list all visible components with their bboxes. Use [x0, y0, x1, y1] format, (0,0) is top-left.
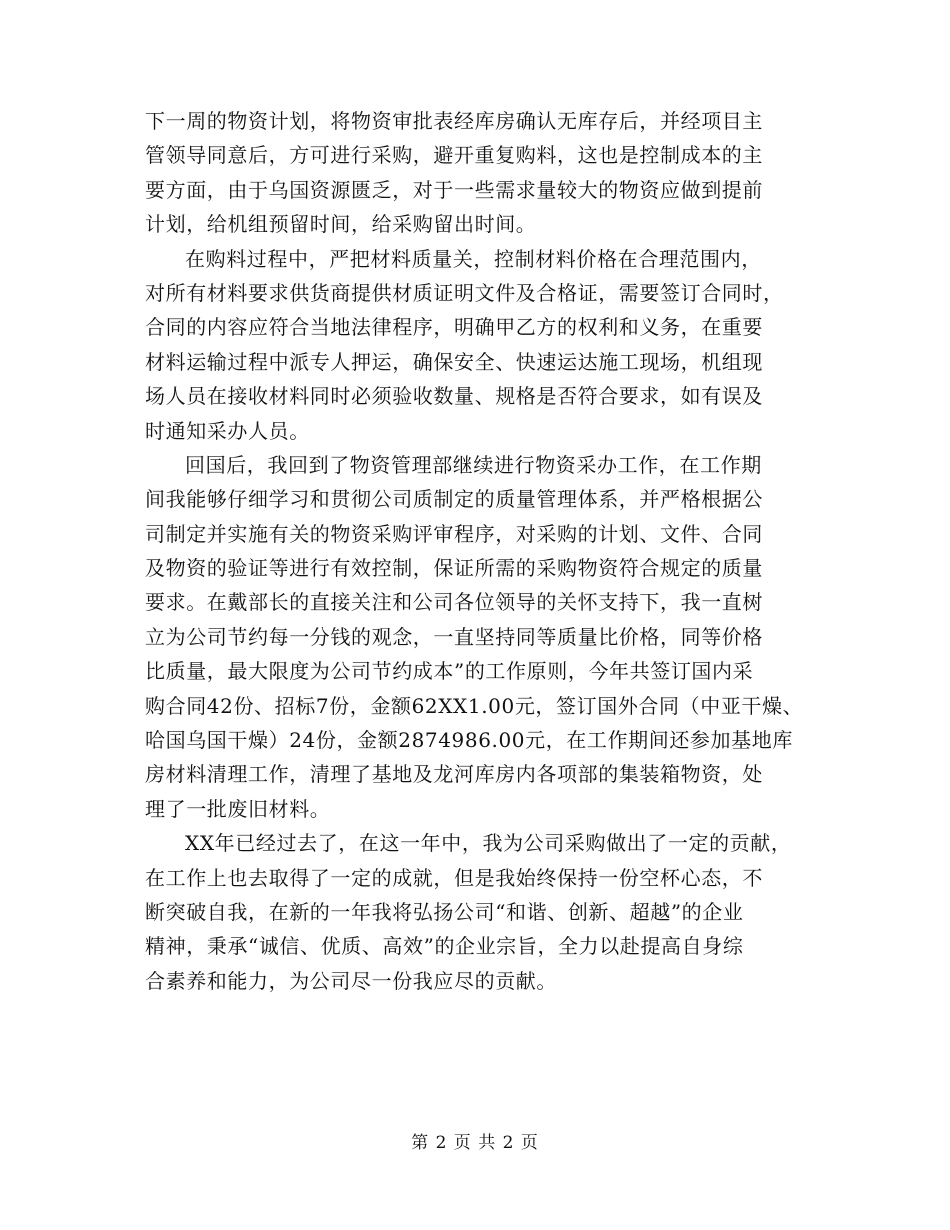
text-line: 立为公司节约每一分钱的观念，一直坚持同等质量比价格，同等价格 — [145, 624, 763, 649]
text-line: 要方面，由于乌国资源匮乏，对于一些需求量较大的物资应做到提前 — [145, 177, 763, 202]
text-line: 材料运输过程中派专人押运，确保安全、快速运达施工现场，机组现 — [145, 349, 763, 374]
text-line: 合同的内容应符合当地法律程序，明确甲乙方的权利和义务，在重要 — [145, 315, 763, 340]
text-line: 时通知采办人员。 — [145, 418, 310, 443]
text-line: 比质量，最大限度为公司节约成本”的工作原则，今年共签订国内采 — [145, 659, 754, 684]
text-line: 要求。在戴部长的直接关注和公司各位领导的关怀支持下，我一直树 — [145, 590, 763, 615]
text-line: 对所有材料要求供货商提供材质证明文件及合格证，需要签订合同时， — [145, 280, 784, 305]
paragraph-start-line: XX年已经过去了，在这一年中，我为公司采购做出了一定的贡献， — [185, 831, 792, 856]
page-number-footer: 第 2 页 共 2 页 — [411, 1133, 539, 1153]
text-line: 在工作上也去取得了一定的成就，但是我始终保持一份空杯心态，不 — [145, 865, 763, 890]
text-line: 哈国乌国干燥）24份，金额2874986.00元，在工作期间还参加基地库 — [145, 728, 793, 753]
text-line: 精神，秉承“诚信、优质、高效”的企业宗旨，全力以赴提高自身综 — [145, 934, 744, 959]
text-line: 间我能够仔细学习和贯彻公司质制定的质量管理体系，并严格根据公 — [145, 487, 763, 512]
text-line: 下一周的物资计划，将物资审批表经库房确认无库存后，并经项目主 — [145, 109, 763, 133]
text-line: 理了一批废旧材料。 — [145, 796, 331, 821]
text-line: 房材料清理工作，清理了基地及龙河库房内各项部的集装箱物资，处 — [145, 762, 763, 787]
text-line: 司制定并实施有关的物资采购评审程序，对采购的计划、文件、合同 — [145, 521, 763, 546]
paragraph-start-line: 在购料过程中，严把材料质量关，控制材料价格在合理范围内， — [185, 246, 762, 271]
text-line: 及物资的验证等进行有效控制，保证所需的采购物资符合规定的质量 — [145, 556, 763, 581]
text-line: 合素养和能力，为公司尽一份我应尽的贡献。 — [145, 968, 557, 993]
document-body — [145, 104, 825, 998]
text-line: 计划，给机组预留时间，给采购留出时间。 — [145, 212, 537, 237]
paragraph-start-line: 回国后，我回到了物资管理部继续进行物资采办工作，在工作期 — [185, 452, 762, 477]
text-line: 断突破自我，在新的一年我将弘扬公司“和谐、创新、超越”的企业 — [145, 899, 744, 924]
text-line: 场人员在接收材料同时必须验收数量、规格是否符合要求，如有误及 — [145, 384, 763, 409]
text-line: 购合同42份、招标7份，金额62XX1.00元，签订国外合同（中亚干燥、 — [145, 693, 804, 718]
text-line: 管领导同意后，方可进行采购，避开重复购料，这也是控制成本的主 — [145, 143, 763, 168]
